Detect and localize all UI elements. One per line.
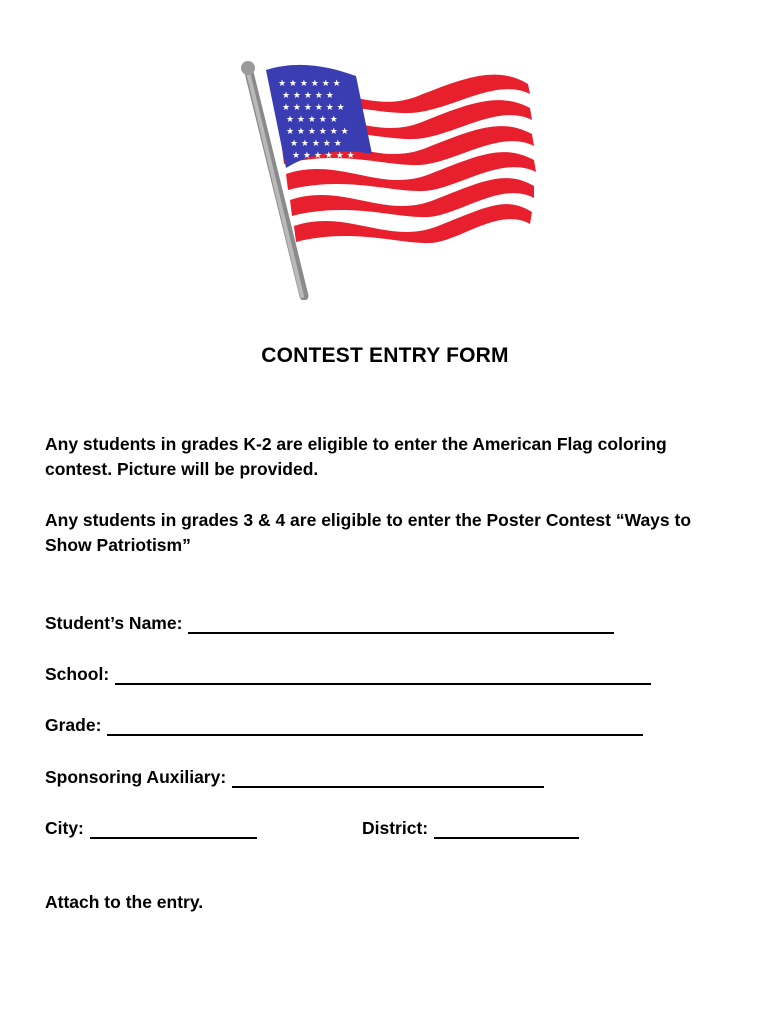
- district-label: District:: [362, 818, 429, 838]
- american-flag-image: [238, 56, 538, 300]
- school-blank[interactable]: [115, 663, 651, 685]
- district-field: [362, 813, 579, 839]
- student-name-field: [45, 608, 614, 634]
- grade-blank[interactable]: [107, 714, 643, 736]
- city-field: [45, 813, 257, 839]
- svg-text:★ ★ ★ ★ ★ ★: ★ ★ ★ ★ ★ ★: [292, 151, 355, 161]
- city-label: City:: [45, 818, 84, 838]
- svg-text:★ ★ ★ ★ ★ ★: ★ ★ ★ ★ ★ ★: [278, 79, 341, 89]
- student-name-blank[interactable]: [188, 612, 614, 634]
- sponsoring-auxiliary-field: [45, 762, 544, 788]
- form-title: CONTEST ENTRY FORM: [261, 344, 509, 367]
- eligibility-paragraph-k2: Any students in grades K-2 are eligible to enter the American Flag coloring contest. Picture will be provided.: [45, 434, 667, 479]
- grade-field: [45, 710, 643, 736]
- school-label: School:: [45, 664, 110, 684]
- grade-label: Grade:: [45, 715, 102, 735]
- svg-text:★ ★ ★ ★ ★: ★ ★ ★ ★ ★: [282, 91, 334, 101]
- city-blank[interactable]: [90, 817, 257, 839]
- svg-text:★ ★ ★ ★ ★ ★: ★ ★ ★ ★ ★ ★: [286, 127, 349, 137]
- student-name-label: Student’s Name:: [45, 613, 183, 633]
- sponsoring-auxiliary-label: Sponsoring Auxiliary:: [45, 767, 227, 787]
- sponsoring-auxiliary-blank[interactable]: [232, 766, 544, 788]
- attach-note: Attach to the entry.: [45, 892, 204, 912]
- district-blank[interactable]: [434, 817, 579, 839]
- eligibility-paragraph-3-4: Any students in grades 3 & 4 are eligible to enter the Poster Contest “Ways to Show Patriotism”: [45, 510, 692, 555]
- school-field: [45, 659, 651, 685]
- svg-text:★ ★ ★ ★ ★: ★ ★ ★ ★ ★: [290, 139, 342, 149]
- svg-text:★ ★ ★ ★ ★ ★: ★ ★ ★ ★ ★ ★: [282, 103, 345, 113]
- svg-text:★ ★ ★ ★ ★: ★ ★ ★ ★ ★: [286, 115, 338, 125]
